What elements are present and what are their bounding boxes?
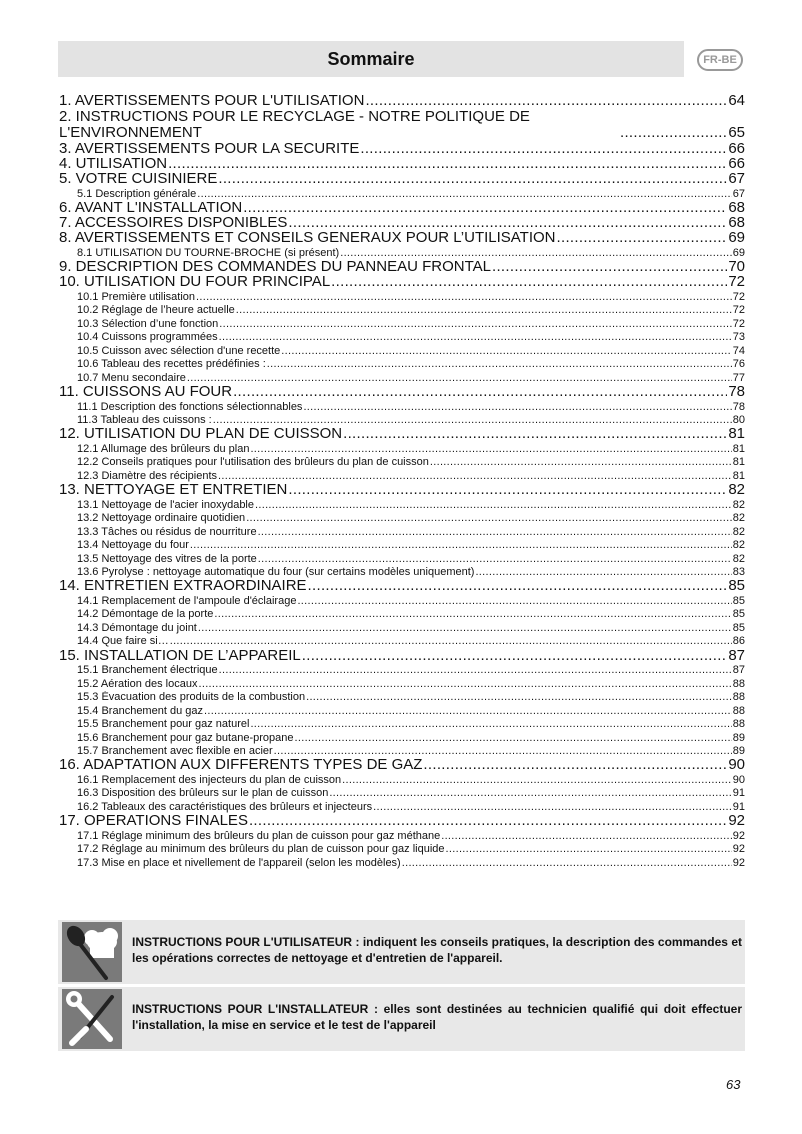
toc-page-number: 68 [728, 215, 745, 231]
toc-section[interactable] [59, 358, 745, 372]
toc-title: 6. AVANT L'INSTALLATION [59, 200, 243, 216]
toc-section[interactable] [59, 621, 745, 635]
toc-leader [258, 526, 732, 539]
toc-chapter[interactable] [59, 94, 745, 109]
toc-page-number: 82 [732, 498, 745, 511]
toc-page-number: 82 [732, 512, 745, 524]
toc-leader [213, 414, 732, 427]
table-of-contents [59, 94, 745, 870]
toc-chapter[interactable] [59, 201, 745, 216]
toc-title: 4. UTILISATION [59, 156, 168, 172]
toc-chapter[interactable] [59, 157, 745, 172]
toc-section[interactable] [59, 304, 745, 318]
toc-leader [281, 345, 731, 358]
toc-leader [441, 830, 732, 843]
toc-chapter[interactable] [59, 483, 745, 498]
toc-leader [557, 231, 728, 246]
toc-chapter[interactable] [59, 260, 745, 275]
toc-title: 5. VOTRE CUISINIERE [59, 171, 218, 187]
language-badge: FR-BE [697, 49, 743, 71]
toc-section[interactable] [59, 371, 745, 385]
toc-leader [360, 141, 727, 156]
user-instructions-box [58, 920, 745, 984]
toc-page-number: 85 [732, 621, 745, 634]
toc-page-number: 66 [728, 141, 745, 157]
toc-page-number: 81 [732, 456, 745, 469]
toc-page-number: 82 [732, 552, 745, 565]
toc-page-number: 72 [732, 317, 745, 330]
toc-leader [295, 732, 732, 745]
toc-title: 2. INSTRUCTIONS POUR LE RECYCLAGE - NOTRE POLITIQUE DE L'ENVIRONNEMENT [59, 109, 530, 142]
toc-leader [342, 774, 732, 787]
toc-page-number: 70 [728, 259, 745, 275]
toc-leader [303, 401, 731, 414]
toc-page-number: 69 [732, 246, 745, 259]
toc-title: 9. DESCRIPTION DES COMMANDES DU PANNEAU FRONTAL [59, 259, 491, 275]
toc-page-number: 78 [728, 384, 745, 400]
toc-title: 10.6 Tableau des recettes prédéfinies : [77, 358, 266, 371]
toc-chapter[interactable] [59, 231, 745, 246]
toc-page-number: 91 [732, 800, 745, 813]
toc-section[interactable] [59, 677, 745, 691]
toc-page-number: 85 [728, 579, 745, 595]
toc-page-number: 92 [732, 843, 745, 855]
toc-leader [255, 499, 732, 512]
toc-title: 15.2 Aération des locaux [77, 677, 198, 690]
toc-leader [243, 201, 727, 216]
toc-page-number: 88 [732, 704, 745, 717]
toc-title: 10.4 Cuissons programmées [77, 331, 218, 344]
toc-leader [204, 705, 732, 718]
toc-section[interactable] [59, 290, 745, 304]
toc-page-number: 65 [728, 124, 745, 142]
toc-title: 1. AVERTISSEMENTS POUR L'UTILISATION [59, 94, 365, 110]
toc-chapter[interactable] [59, 814, 745, 829]
toc-section[interactable] [59, 552, 745, 566]
toc-page-number: 85 [732, 608, 745, 621]
toc-title: 16.1 Remplacement des injecteurs du plan de cuisson [77, 773, 342, 786]
toc-page-number: 74 [732, 344, 745, 357]
toc-page-number: 90 [732, 773, 745, 786]
toc-title: 12. UTILISATION DU PLAN DE CUISSON [59, 427, 343, 443]
toc-leader [343, 427, 727, 442]
toc-section[interactable] [59, 745, 745, 759]
toc-leader [214, 608, 731, 621]
toc-page-number: 81 [732, 442, 745, 455]
toc-leader [402, 857, 732, 870]
toc-title: 15.1 Branchement électrique [77, 664, 218, 676]
toc-title: 8.1 UTILISATION DU TOURNE-BROCHE (si présent) [77, 246, 340, 259]
toc-leader [475, 566, 731, 579]
toc-section[interactable] [59, 594, 745, 608]
toc-leader [288, 216, 727, 231]
toc-page-number: 72 [732, 290, 745, 303]
toc-page-number: 82 [732, 525, 745, 538]
toc-title: 13.3 Tâches ou résidus de nourriture [77, 525, 257, 538]
toc-section[interactable] [59, 539, 745, 553]
toc-title: 15.5 Branchement pour gaz naturel [77, 718, 250, 730]
toc-title: 12.2 Conseils pratiques pour l'utilisation des brûleurs du plan de cuisson [77, 456, 429, 469]
toc-title: 12.3 Diamètre des récipients [77, 469, 218, 482]
toc-leader [306, 691, 732, 704]
header-bar [58, 41, 684, 77]
toc-title: 17. OPERATIONS FINALES [59, 813, 248, 829]
toc-section[interactable] [59, 566, 745, 580]
toc-title: 10. UTILISATION DU FOUR PRINCIPAL [59, 275, 331, 291]
toc-leader [197, 188, 732, 201]
toc-section[interactable] [59, 843, 745, 857]
toc-title: 12.1 Allumage des brûleurs du plan [77, 442, 250, 455]
toc-page-number: 76 [732, 358, 745, 371]
toc-page-number: 87 [728, 648, 745, 664]
toc-chapter[interactable] [59, 141, 745, 156]
toc-leader [170, 635, 732, 648]
toc-leader [297, 595, 731, 608]
toc-section[interactable] [59, 800, 745, 814]
toc-leader [308, 579, 728, 594]
toc-section[interactable] [59, 331, 745, 345]
toc-leader [246, 512, 732, 525]
toc-title: 8. AVERTISSEMENTS ET CONSEILS GENERAUX POUR L’UTILISATION [59, 231, 556, 247]
toc-title: 10.1 Première utilisation [77, 290, 196, 303]
toc-leader [236, 304, 732, 317]
toc-title: 13.4 Nettoyage du four [77, 539, 189, 551]
toc-page-number: 69 [728, 231, 745, 247]
toc-page-number: 73 [732, 331, 745, 344]
toc-page-number: 89 [732, 731, 745, 744]
toc-title: 17.3 Mise en place et nivellement de l'appareil (selon les modèles) [77, 856, 401, 869]
toc-page-number: 91 [732, 787, 745, 800]
toc-leader [492, 260, 727, 275]
toc-section[interactable] [59, 400, 745, 414]
toc-leader [187, 372, 732, 385]
toc-section[interactable] [59, 414, 745, 428]
toc-chapter[interactable] [59, 385, 745, 400]
toc-section[interactable] [59, 246, 745, 260]
toc-leader [196, 291, 732, 304]
toc-page-number: 92 [732, 829, 745, 842]
toc-section[interactable] [59, 635, 745, 649]
toc-title: 13.6 Pyrolyse : nettoyage automatique du four (sur certains modèles uniquement) [77, 566, 475, 578]
toc-page-number: 83 [732, 566, 745, 578]
page-title: Sommaire [327, 49, 415, 69]
toc-page-number: 72 [728, 275, 745, 291]
toc-title: 16. ADAPTATION AUX DIFFERENTS TYPES DE GAZ [59, 758, 423, 774]
toc-section[interactable] [59, 187, 745, 201]
toc-leader [198, 622, 732, 635]
toc-section[interactable] [59, 442, 745, 456]
toc-section[interactable] [59, 704, 745, 718]
toc-title: 15.3 Évacuation des produits de la combustion [77, 691, 306, 703]
toc-title: 13.2 Nettoyage ordinaire quotidien [77, 512, 246, 524]
toc-leader [430, 456, 732, 469]
toc-leader [274, 745, 732, 758]
toc-page-number: 89 [732, 745, 745, 757]
toc-chapter[interactable] [59, 579, 745, 594]
chef-hat-spoon-icon [62, 922, 122, 982]
toc-title: 15. INSTALLATION DE L’APPAREIL [59, 648, 301, 664]
toc-leader [288, 483, 727, 498]
toc-leader [218, 172, 727, 187]
user-instructions-text: INSTRUCTIONS POUR L'UTILISATEUR : indiquent les conseils pratiques, la description des commandes et les opérations correctes de nettoyage et d'entretien de l'appareil. [132, 935, 742, 965]
wrench-screwdriver-icon [62, 989, 122, 1049]
toc-page-number: 85 [732, 594, 745, 607]
toc-page-number: 88 [732, 691, 745, 703]
toc-page-number: 72 [732, 304, 745, 317]
toc-chapter[interactable] [59, 275, 745, 290]
toc-leader [198, 678, 731, 691]
toc-page-number: 66 [728, 156, 745, 172]
toc-page-number: 64 [728, 94, 745, 110]
toc-chapter[interactable] [59, 172, 745, 187]
toc-section[interactable] [59, 525, 745, 539]
toc-leader [267, 358, 732, 371]
toc-leader [620, 125, 727, 141]
toc-title: 14.4 Que faire si… [77, 635, 169, 648]
toc-title: 15.4 Branchement du gaz [77, 704, 203, 717]
toc-leader [340, 247, 732, 260]
toc-title: 15.7 Branchement avec flexible en acier [77, 745, 273, 757]
toc-title: 10.5 Cuisson avec sélection d'une recette [77, 344, 281, 357]
toc-section[interactable] [59, 317, 745, 331]
toc-title: 14. ENTRETIEN EXTRAORDINAIRE [59, 579, 307, 595]
toc-chapter[interactable] [59, 648, 745, 663]
toc-section[interactable] [59, 787, 745, 801]
toc-chapter[interactable] [59, 427, 745, 442]
toc-title: 11. CUISSONS AU FOUR [59, 384, 233, 400]
toc-leader [249, 814, 727, 829]
toc-leader [190, 539, 732, 552]
toc-leader [258, 553, 732, 566]
toc-leader [373, 801, 732, 814]
toc-page-number: 87 [732, 664, 745, 676]
toc-leader [219, 664, 732, 677]
toc-section[interactable] [59, 664, 745, 678]
toc-leader [302, 648, 728, 663]
toc-title: 10.2 Réglage de l’heure actuelle [77, 304, 235, 317]
toc-page-number: 81 [728, 427, 745, 443]
toc-leader [331, 275, 727, 290]
toc-leader [446, 843, 732, 856]
toc-page-number: 82 [732, 539, 745, 551]
toc-chapter[interactable] [59, 109, 745, 141]
toc-section[interactable] [59, 856, 745, 870]
toc-section[interactable] [59, 608, 745, 622]
toc-leader [250, 443, 731, 456]
toc-section[interactable] [59, 718, 745, 732]
toc-title: 3. AVERTISSEMENTS POUR LA SECURITE [59, 141, 360, 157]
toc-section[interactable] [59, 344, 745, 358]
toc-title: 16.3 Disposition des brûleurs sur le plan de cuisson [77, 787, 329, 800]
toc-title: 14.3 Démontage du joint [77, 621, 197, 634]
toc-title: 5.1 Description générale [77, 187, 197, 200]
toc-title: 14.1 Remplacement de l'ampoule d'éclairage [77, 594, 297, 607]
toc-page-number: 90 [728, 758, 745, 774]
toc-leader [218, 470, 732, 483]
toc-page-number: 86 [732, 635, 745, 648]
toc-chapter[interactable] [59, 216, 745, 231]
toc-page-number: 88 [732, 718, 745, 730]
toc-page-number: 68 [728, 200, 745, 216]
toc-page-number: 92 [728, 813, 745, 829]
toc-title: 7. ACCESSOIRES DISPONIBLES [59, 215, 288, 231]
toc-title: 16.2 Tableaux des caractéristiques des brûleurs et injecteurs [77, 800, 373, 813]
toc-section[interactable] [59, 512, 745, 526]
toc-title: 17.2 Réglage au minimum des brûleurs du plan de cuisson pour gaz liquide [77, 843, 445, 855]
installer-instructions-box [58, 987, 745, 1051]
toc-page-number: 77 [732, 371, 745, 384]
toc-section[interactable] [59, 469, 745, 483]
toc-title: 13. NETTOYAGE ET ENTRETIEN [59, 482, 288, 498]
toc-title: 10.7 Menu secondaire [77, 371, 186, 384]
toc-section[interactable] [59, 829, 745, 843]
toc-title: 17.1 Réglage minimum des brûleurs du plan de cuisson pour gaz méthane [77, 829, 441, 842]
toc-leader [423, 758, 727, 773]
toc-title: 15.6 Branchement pour gaz butane-propane [77, 731, 294, 744]
installer-instructions-text: INSTRUCTIONS POUR L'INSTALLATEUR : elles sont destinées au technicien qualifié qui doit effectuer l'installation, la mise en service et le test de l'appareil [132, 1002, 742, 1032]
toc-section[interactable] [59, 731, 745, 745]
toc-title: 11.1 Description des fonctions sélectionnables [77, 400, 303, 413]
toc-page-number: 88 [732, 677, 745, 690]
toc-leader [233, 385, 727, 400]
toc-page-number: 81 [732, 469, 745, 482]
toc-leader [365, 94, 727, 109]
toc-page-number: 82 [728, 482, 745, 498]
toc-section[interactable] [59, 498, 745, 512]
toc-section[interactable] [59, 456, 745, 470]
toc-chapter[interactable] [59, 758, 745, 773]
toc-page-number: 80 [732, 414, 745, 426]
page-number: 63 [726, 1077, 741, 1092]
toc-title: 13.5 Nettoyage des vitres de la porte [77, 552, 257, 565]
toc-leader [329, 787, 731, 800]
toc-title: 14.2 Démontage de la porte [77, 608, 214, 621]
toc-title: 13.1 Nettoyage de l'acier inoxydable [77, 498, 254, 511]
toc-leader [168, 157, 727, 172]
toc-leader [250, 718, 731, 731]
toc-page-number: 92 [732, 856, 745, 869]
toc-section[interactable] [59, 691, 745, 705]
toc-page-number: 67 [728, 171, 745, 187]
toc-leader [219, 318, 731, 331]
toc-title: 11.3 Tableau des cuissons : [77, 414, 212, 426]
toc-leader [219, 331, 732, 344]
toc-section[interactable] [59, 773, 745, 787]
toc-page-number: 78 [732, 400, 745, 413]
toc-title: 10.3 Sélection d’une fonction [77, 317, 219, 330]
toc-page-number: 67 [732, 187, 745, 200]
